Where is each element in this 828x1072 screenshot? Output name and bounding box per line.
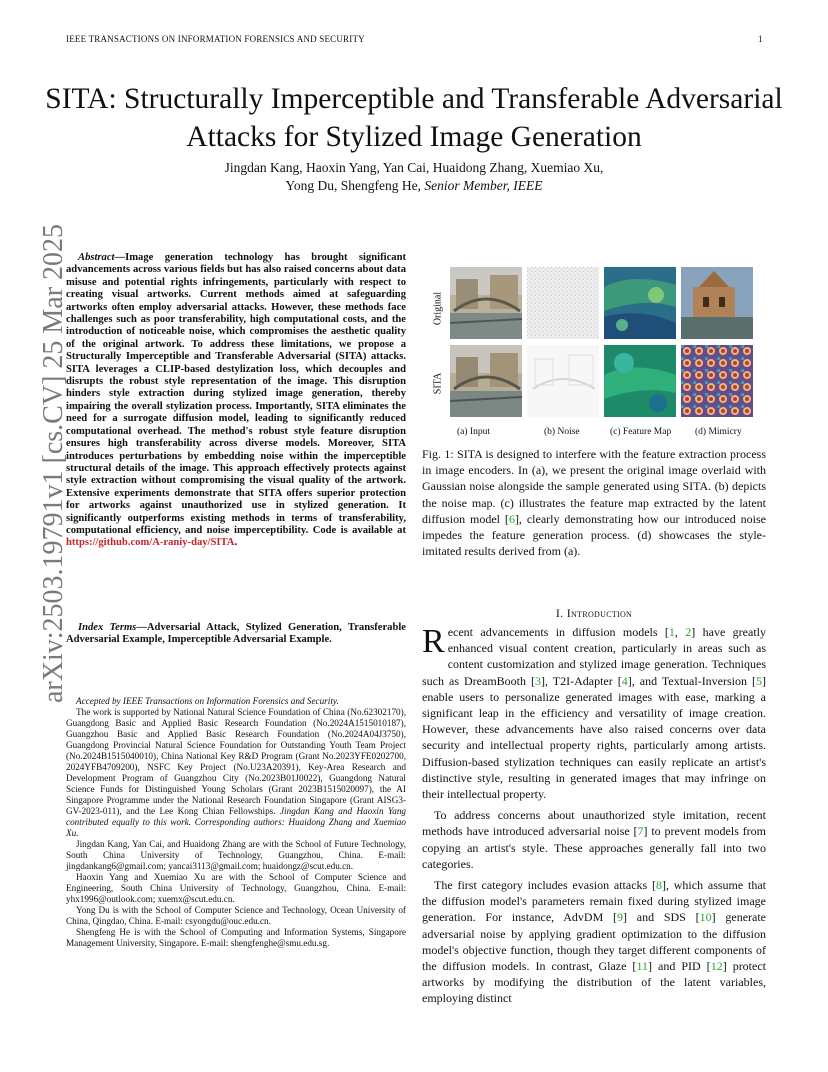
sublabel-input: (a) Input (457, 427, 490, 437)
drop-cap: R (422, 623, 445, 660)
author-list (90, 159, 738, 195)
abstract-label: Abstract (78, 252, 115, 263)
input-sita-image (450, 345, 522, 417)
page-number: 1 (758, 34, 763, 44)
citation-link[interactable]: 10 (699, 910, 712, 925)
affiliation-3: Yong Du is with the School of Computer Science and Technology, Ocean University of China, Qingdao, China. E-mail: csyongdu@ouc.edu.cn. (66, 905, 406, 926)
row-label-original: Original (432, 291, 444, 326)
noise-map-original (527, 267, 599, 339)
intro-paragraph-3: The first category includes evasion attacks [8], which assume that the diffusion model's parameters remain fixed during stylized image generation. For instance, AdvDM [9] and SDS [10] generate adversarial noise by applying gradient optimization to the diffusion model's objective function, though they target different components of the diffusion models. In contrast, Glaze [11] and PID [12] protect artworks by modifying the distribution of the latent variables, employing distinct (422, 878, 767, 1006)
citation-link[interactable]: 12 (710, 959, 723, 974)
affiliation-4: Shengfeng He is with the School of Computing and Information Systems, Singapore Management University, Singapore. E-mail: shengfenghe@smu.edu.sg. (66, 927, 406, 948)
citation-link[interactable]: 4 (621, 673, 628, 688)
mimicry-sita (681, 345, 753, 417)
sublabel-noise: (b) Noise (544, 427, 580, 437)
caption-label: Fig. 1: (422, 447, 454, 461)
citation-link[interactable]: 1 (668, 625, 675, 639)
funding-note: The work is supported by National Natural Science Foundation of China (No.62302170), Guangdong Basic and Applied Basic Research Foundation (No.2024A1515010187), Guangzhou Basic and Applied Basic Research Foundation (No.2024A04J3750), Guangdong Provincial Natural Science Foundation for Outstanding Youth Team Project (No.2024B1515040010), China National Key R&D Program (Grant No.2023YFE0202700, 2024YFB4709200), NSFC Key Project (No.U23A20391), Key-Area Research and Development Program of Guangzhou City (No.2023B01J0022), Guangdong Natural Science Funds for Distinguished Young Scholars (Grant 2023B1515020097), the AI Singapore Programme under the National Research Foundation Singapore (Grant AISG3-GV-2023-011), and the Lee Kong Chian Fellowships. Jingdan Kang and Haoxin Yang contributed equally to this work. Corresponding authors: Huaidong Zhang and Xuemiao Xu. (66, 707, 407, 838)
citation-link[interactable]: 5 (756, 673, 763, 688)
citation-link[interactable]: 7 (637, 824, 644, 839)
affiliation-1: Jingdan Kang, Yan Cai, and Huaidong Zhang are with the School of Future Technology, South China University of Technology, Guangzhou, China. E-mail: jingdankang6@gmail.com; yancai3113@gmail.com; huaidongz@scut.edu.cn. (66, 839, 406, 871)
journal-header: IEEE TRANSACTIONS ON INFORMATION FORENSICS AND SECURITY (66, 34, 365, 44)
figure-1 (430, 265, 765, 445)
sublabel-mimicry: (d) Mimicry (695, 427, 742, 437)
arxiv-id: arXiv:2503.19791v1 [cs.CV] 25 Mar 2025 (38, 223, 69, 703)
introduction-body (422, 624, 766, 1012)
citation-link[interactable]: 2 (685, 625, 692, 639)
intro-paragraph-1: Recent advancements in diffusion models [1, 2] have greatly enhanced visual content creation, particularly in areas such as content customization and stylized image generation. Techniques such as DreamBooth [3], T2I-Adapter [4], and Textual-Inversion [5] enable users to personalize generated images with ease, marking a significant leap in the efficiency and versatility of image creation. However, these advancements have also raised concerns over data security and intellectual property rights, particularly among artists. Diffusion-based stylization techniques can easily replicate an artist's distinctive style, resulting in generated images that may infringe on their intellectual property. (422, 623, 767, 802)
author-line-2: Yong Du, Shengfeng He, Senior Member, IEEE (285, 178, 543, 193)
intro-paragraph-2: To address concerns about unauthorized style imitation, recent methods have introduced adversarial noise [7] to prevent models from copying an artist's style. These approaches generally fall into two categories. (422, 808, 767, 871)
sublabel-feature-map: (c) Feature Map (610, 427, 672, 437)
citation-link[interactable]: 9 (617, 910, 623, 925)
feature-map-sita (604, 345, 676, 417)
citation-link[interactable]: 11 (636, 959, 648, 974)
input-original-image (450, 267, 522, 339)
arxiv-watermark (8, 223, 69, 703)
section-heading: I. Introduction (555, 606, 633, 620)
abstract-text: —Image generation technology has brought significant advancements across various fields but has also raised concerns about data misuse and potential rights infringements, particularly with respect to creating visual artworks. Current methods aimed at safeguarding artworks often employ adversarial attacks. However, these methods face challenges such as poor transferability, high computational costs, and the introduction of noticeable noise, which compromises the aesthetic quality of the original artwork. To address these limitations, we propose a Structurally Imperceptible and Transferable Adversarial (SITA) attacks. SITA leverages a CLIP-based destylization loss, which decouples and disrupts the robust style representation of the image. This disruption hinders style extraction during stylized image generation, thereby impairing the overall stylization process. Importantly, SITA eliminates the need for a surrogate diffusion model, leading to significantly reduced computational overhead. The method's robust style feature disruption ensures high transferability across diverse models. Moreover, SITA introduces perturbations by embedding noise within the imperceptible structural details of the image. This approach effectively protects against style extraction without compromising the visual quality of the artwork. Extensive experiments demonstrate that SITA offers superior protection for artworks against unauthorized use in stylized generation. It significantly outperforms existing methods in terms of transferability, computational efficiency, and noise imperceptibility. Code is available at (66, 252, 406, 536)
author-role: Senior Member, IEEE (424, 178, 543, 193)
code-link[interactable]: https://github.com/A-raniy-day/SITA (66, 537, 235, 549)
noise-map-sita (527, 345, 599, 417)
index-terms-text: —Adversarial Attack, Stylized Generation, Transferable Adversarial Example, Imperceptible Adversarial Example. (66, 622, 406, 646)
paper-title: SITA: Structurally Imperceptible and Transferable Adversarial Attacks for Stylized Image Generation (45, 83, 783, 153)
mimicry-original (681, 267, 753, 339)
index-terms (66, 622, 406, 647)
feature-map-original (604, 267, 676, 339)
equal-contribution-note: Jingdan Kang and Haoxin Yang contributed equally to this work. Corresponding authors: Huaidong Zhang and Xuemiao Xu. (66, 806, 407, 838)
accepted-note: Accepted by IEEE Transactions on Information Forensics and Security. (76, 696, 339, 706)
abstract: Abstract—Image generation technology has brought significant advancements across various fields but has also raised concerns about data misuse and potential rights infringements, particularly with respect to creating visual artworks. Current methods aimed at safeguarding artworks often employ adversarial attacks. However, these methods face challenges such as poor transferability, high computational costs, and the introduction of noticeable noise, which compromises the aesthetic quality of the original artwork. To address these limitations, we propose a Structurally Imperceptible and Transferable Adversarial (SITA) attacks. SITA leverages a CLIP-based destylization loss, which decouples and disrupts the robust style representation of the image. This disruption hinders style extraction during stylized image generation, thereby impairing the overall stylization process. Importantly, SITA eliminates the need for a surrogate diffusion model, leading to significantly reduced computational overhead. The method's robust style feature disruption ensures high transferability across diverse models. Moreover, SITA introduces perturbations by embedding noise within the imperceptible structural details of the image. This approach effectively protects against style extraction without compromising the visual quality of the artwork. Extensive experiments demonstrate that SITA offers superior protection for artworks against unauthorized use in stylized generation. It significantly outperforms existing methods in terms of transferability, computational efficiency, and noise imperceptibility. Code is available at https://github.com/A-raniy-day/SITA. (66, 252, 406, 549)
footnote (66, 696, 406, 949)
affiliation-2: Haoxin Yang and Xuemiao Xu are with the School of Computer Science and Engineering, South China University of Technology, Guangzhou, China. E-mail: yhx1996@outlook.com; xuemx@scut.edu.cn. (66, 872, 406, 904)
author-line-1: Jingdan Kang, Haoxin Yang, Yan Cai, Huaidong Zhang, Xuemiao Xu, (224, 160, 604, 175)
citation-link[interactable]: 3 (535, 673, 541, 688)
index-terms-label: Index Terms (78, 622, 137, 633)
figure-caption: Fig. 1: SITA is designed to interfere with the feature extraction process in image encoders. In (a), we present the original image overlaid with Gaussian noise alongside the sample generated using SITA. (b) depicts the noise map. (c) illustrates the feature map extracted by the latent diffusion model [6], clearly demonstrating how our introduced noise impedes the feature generation process. (d) showcases the style-imitated results derived from (a). (422, 447, 767, 559)
row-label-sita: SITA (432, 372, 444, 395)
citation-link[interactable]: 8 (655, 878, 662, 893)
citation-link[interactable]: 6 (508, 511, 515, 526)
